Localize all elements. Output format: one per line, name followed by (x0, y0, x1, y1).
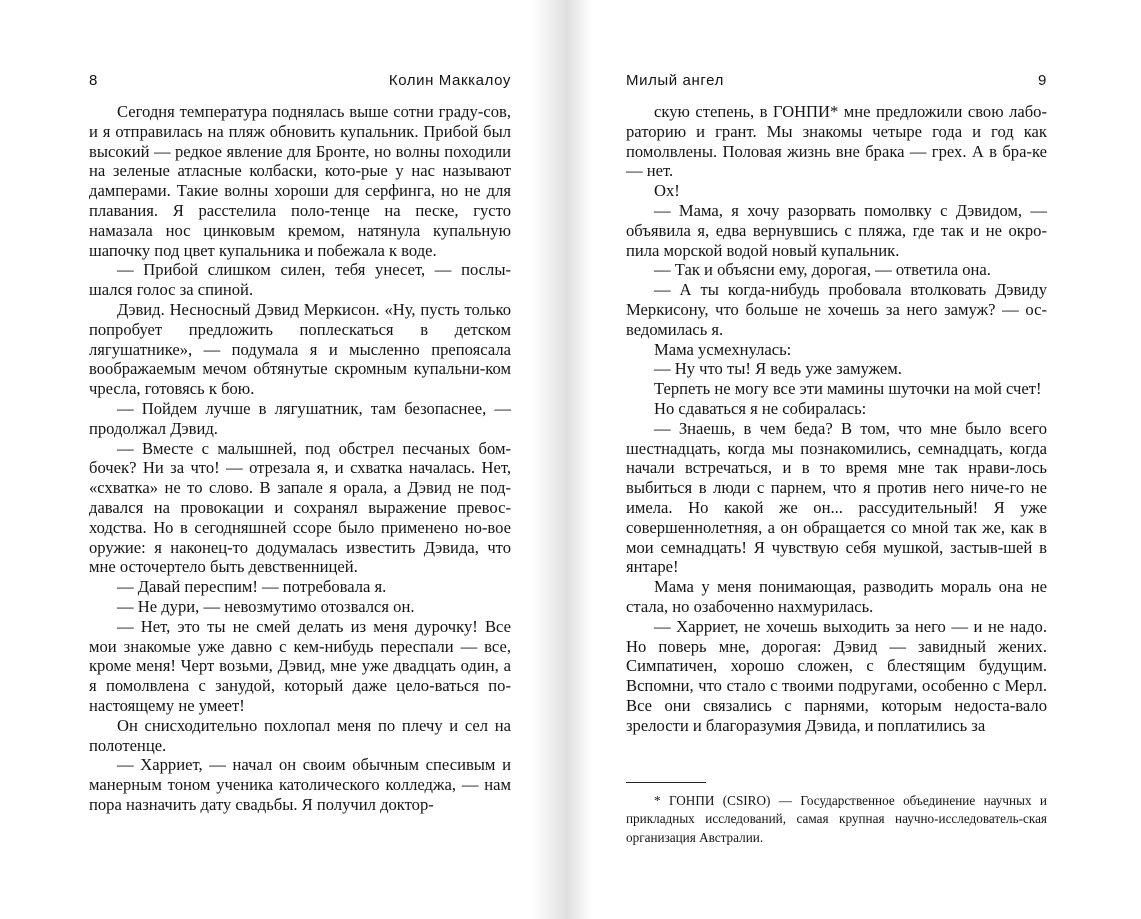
paragraph: — Харриет, не хочешь выходить за него — и не надо. Но поверь мне, дорогая: Дэвид — завидный жених. Симпатичен, хорошо сложен, с блестящим будущим. Вспомни, что стало с твоими подругами, особенно с Мерл. Все они связались с парнями, которым недоста-вало зрелости и благоразумия Дэвида, и поплатились за (626, 616, 1047, 735)
paragraph: Но сдаваться я не собиралась: (654, 398, 867, 418)
right-page (566, 0, 1141, 919)
right-page-text (626, 102, 1047, 736)
footnote (626, 792, 1047, 847)
paragraph: — Харриет, — начал он своим обычным спесивым и манерным тоном ученика католического колледжа, — нам пора назначить дату свадьбы. Я получил доктор- (89, 755, 511, 814)
footnote-rule (626, 782, 706, 783)
paragraph: — Так и объясни ему, дорогая, — ответила она. (654, 260, 991, 280)
paragraph: Ох! (654, 181, 680, 201)
paragraph: Он снисходительно похлопал меня по плечу и сел на полотенце. (89, 715, 511, 755)
paragraph: — Ну что ты! Я ведь уже замужем. (654, 359, 902, 379)
left-page-gutter-shadow (532, 0, 566, 919)
paragraph: скую степень, в ГОНПИ* мне предложили свою лабо-раторию и грант. Мы знакомы четыре года и год как помолвлены. Половая жизнь вне брака — грех. А в бра-ке — нет. (626, 102, 1047, 181)
right-page-number: 9 (1038, 72, 1047, 89)
paragraph: Сегодня температура поднялась выше сотни граду-сов, и я отправилась на пляж обновить купальник. Прибой был высокий — редкое явление для Бронте, но волны походили на зеленые атласные колбаски, кото-рые у нас называют дамперами. Такие волны хороши для серфинга, но не для плавания. Я расстелила поло-тенце на песке, густо намазала нос цинковым кремом, натянула купальную шапочку под цвет купальника и побежала к воде. (89, 102, 511, 260)
right-page-header (626, 72, 1047, 94)
left-page-text (89, 102, 511, 815)
paragraph: Дэвид. Несносный Дэвид Меркисон. «Ну, пусть только попробует предложить поплескаться в детском лягушатнике», — подумала я и мысленно препоясала воображаемым мечом обтянутые скромным купальни-ком чресла, готовясь к бою. (89, 299, 511, 399)
left-page-header (89, 72, 511, 94)
paragraph: — Пойдем лучше в лягушатник, там безопаснее, — продолжал Дэвид. (89, 398, 511, 438)
paragraph: — Знаешь, в чем беда? В том, что мне было всего шестнадцать, когда мы познакомились, семнадцать, когда начали встречаться, и в то время мне так нрави-лось выбиться в люди с парнем, что я против него ниче-го не имела. Но какой же он... рассудительный! Я уже совершеннолетняя, а он обращается со мной так же, как в мои семнадцать! Я чувствую себя мушкой, застыв-шей в янтаре! (626, 418, 1047, 577)
paragraph: Терпеть не могу все эти мамины шуточки на мой счет! (654, 379, 1042, 399)
footnote-text: * ГОНПИ (CSIRO) — Государственное объединение научных и прикладных исследований, самая крупная научно-исследователь-ская организация Австралии. (626, 793, 1047, 845)
right-running-head: Милый ангел (626, 72, 724, 89)
paragraph: — Вместе с малышней, под обстрел песчаных бом-бочек? Ни за что! — отрезала я, и схватка началась. Нет, «схватка» не то слово. В запале я орала, а Дэвид не под-давался на провокации и сохранял выражение превос-ходства. Но в сегодняшней ссоре было применено но-вое оружие: я наконец-то додумалась известить Дэвида, что мне осточертело быть девственницей. (89, 438, 511, 577)
paragraph: — А ты когда-нибудь пробовала втолковать Дэвиду Меркисону, что больше не хочешь за него замуж? — ос-ведомилась я. (626, 280, 1047, 339)
paragraph: — Прибой слишком силен, тебя унесет, — послы-шался голос за спиной. (89, 260, 511, 300)
paragraph: — Нет, это ты не смей делать из меня дурочку! Все мои знакомые уже давно с кем-нибудь переспали — все, кроме меня! Черт возьми, Дэвид, мне уже двадцать один, а я помолвлена с занудой, который даже цело-ваться по-настоящему не умеет! (89, 616, 511, 715)
right-page-gutter-shadow (566, 0, 592, 919)
paragraph: — Не дури, — невозмутимо отозвался он. (117, 596, 415, 616)
left-page (0, 0, 566, 919)
paragraph: Мама у меня понимающая, разводить мораль она не стала, но озабоченно нахмурилась. (626, 577, 1047, 616)
left-page-number: 8 (89, 72, 98, 89)
paragraph: — Давай переспим! — потребовала я. (117, 577, 387, 597)
paragraph: Мама усмехнулась: (654, 339, 792, 359)
left-running-head: Колин Маккалоу (388, 72, 511, 89)
paragraph: — Мама, я хочу разорвать помолвку с Дэвидом, — объявила я, едва вернувшись с пляжа, где так и не окро-пила морской водой новый купальник. (626, 200, 1047, 260)
